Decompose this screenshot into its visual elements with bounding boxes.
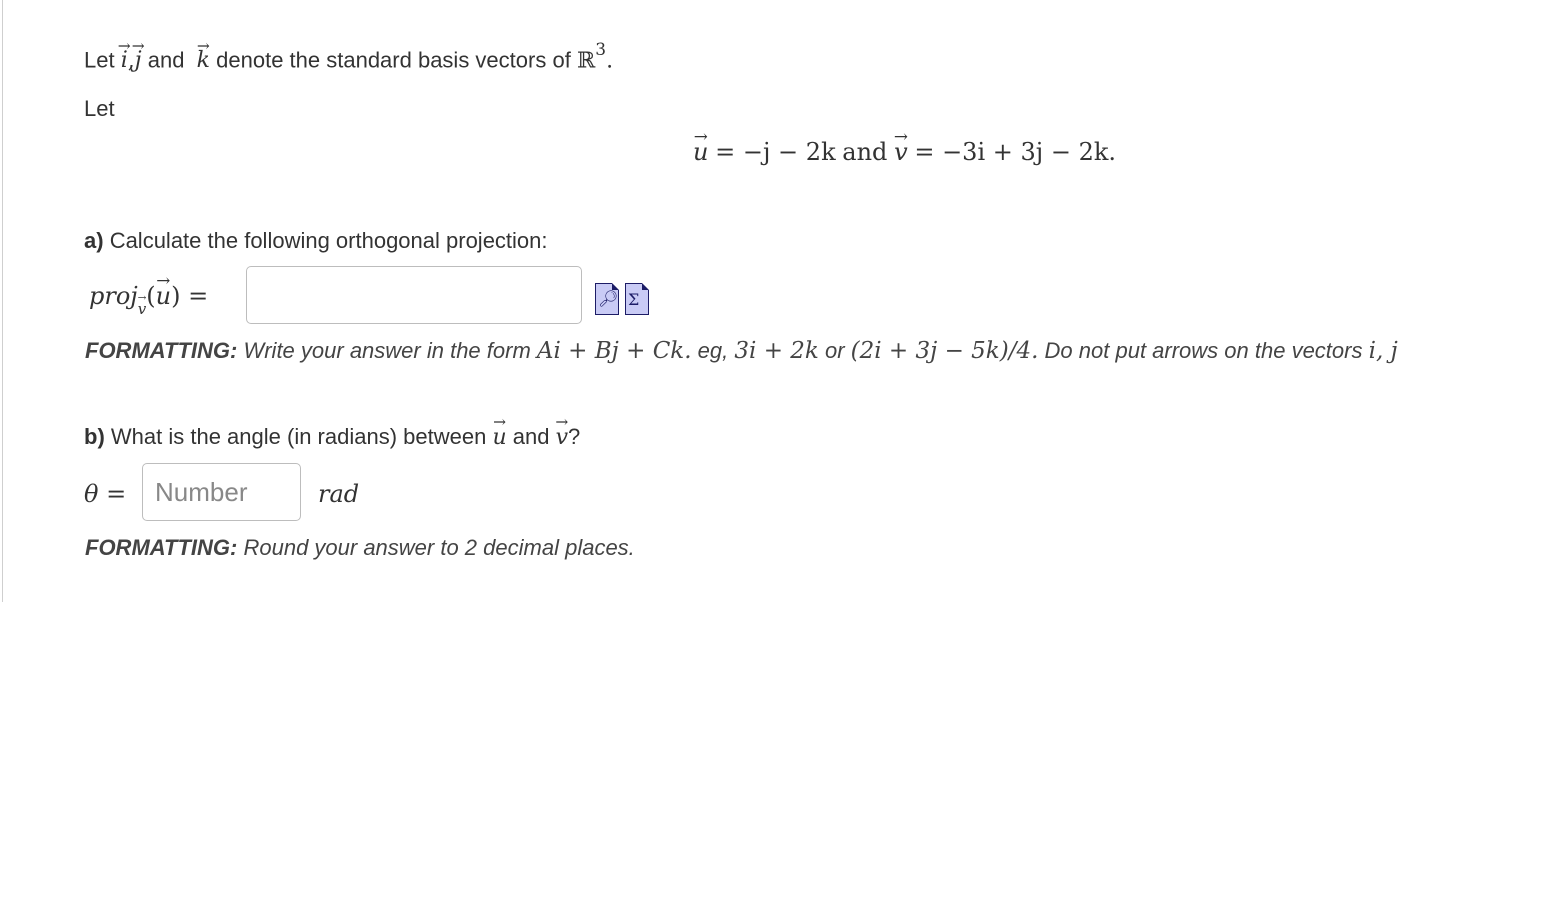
i-vector: → i: [121, 48, 128, 73]
left-border: [2, 0, 3, 602]
k-vector: → k: [197, 48, 210, 73]
projection-input[interactable]: [246, 266, 582, 324]
unit-label: rad: [318, 480, 360, 508]
preview-icon[interactable]: 🔎︎: [595, 283, 619, 315]
let-line: Let: [84, 96, 115, 121]
formatting-hint-a: FORMATTING: Write your answer in the form Ai + Bj + Ck. eg, 3i + 2k or (2i + 3j − 5k)/4. Do not put arrows on the vectors i, j: [85, 338, 1398, 364]
formatting-hint-b: FORMATTING: Round your answer to 2 decimal places.: [85, 535, 635, 560]
real-space-symbol: ℝ: [576, 48, 596, 74]
projection-label: proj→ $_v$(→ u) =: [89, 282, 208, 314]
j-vector: → j: [135, 48, 142, 73]
intro-line: Let → i,→ j and → k denote the standard basis vectors of ℝ$^3$.: [84, 44, 613, 73]
equation-editor-icon[interactable]: Σ: [625, 283, 649, 315]
question-b: b) What is the angle (in radians) between → u and → v?: [84, 424, 580, 450]
question-a: a) Calculate the following orthogonal projection:: [84, 228, 548, 253]
v-definition: = −3i + 3j − 2k.: [914, 138, 1117, 166]
theta-label: θ =: [84, 480, 127, 508]
vector-definitions: → u = −j − 2k and → v = −3i + 3j − 2k.: [693, 138, 1116, 167]
angle-input[interactable]: [142, 463, 301, 521]
u-definition: = −j − 2k: [715, 138, 836, 166]
